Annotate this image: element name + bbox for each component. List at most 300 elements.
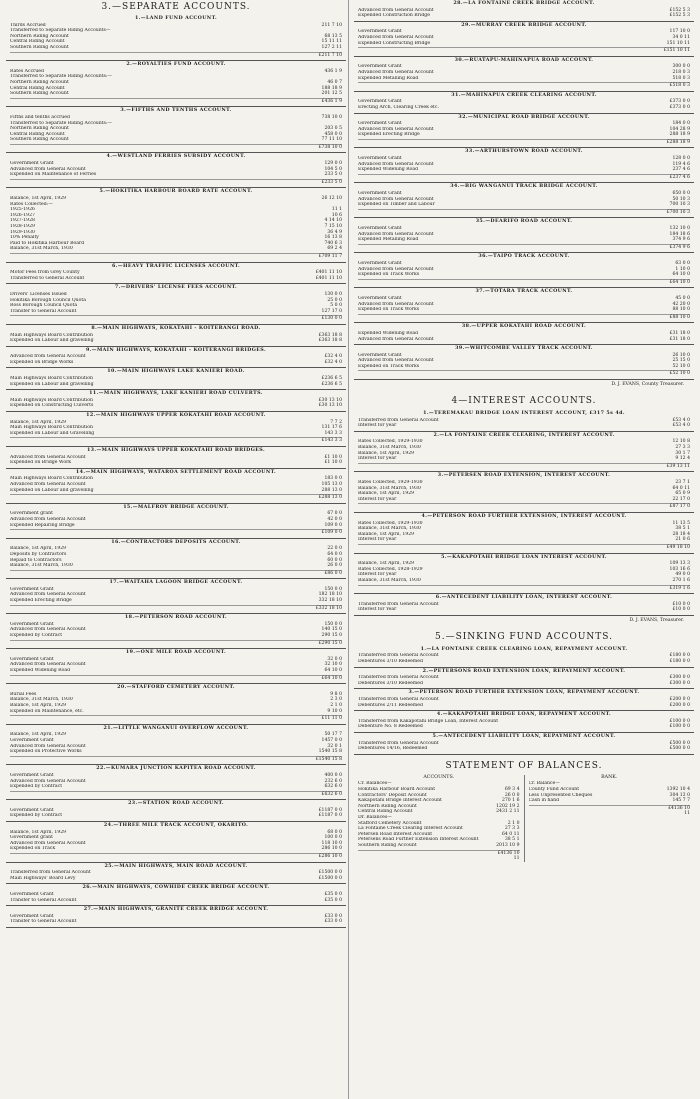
account-row [358,537,690,543]
account-row [358,76,690,82]
row-label: Transfer to General Account [10,308,77,314]
account-total [10,253,342,260]
row-label: Interest for year [358,537,397,543]
row-amount: 105 13 0 [321,481,342,487]
row-label: Expended by Contract [10,633,63,639]
row-label: Thirds Accrued [10,22,46,28]
row-label: Debentures 14/16, Redeemed [358,746,428,752]
balance-amount: 1202 19 2 [496,803,520,809]
account-total-amount: £151 10 11 [663,48,690,54]
account-row [10,598,342,604]
row-label: Balance, 1st April, 1929 [358,531,415,537]
account-row [358,237,690,243]
sinking-account-list [354,646,694,755]
account-row [10,563,342,569]
row-label: Government Grant [10,161,54,167]
row-label: Expended on Protective Works [10,749,82,755]
row-amount: £200 0 0 [669,697,690,703]
account-block [6,725,346,766]
account-row [10,338,342,344]
row-amount: 69 2 4 [327,246,342,252]
account-title: 21.—LITTLE WANGANUI OVERFLOW ACCOUNT. [103,724,249,731]
row-label: Expended Widening Road [358,330,419,336]
row-amount: £35 0 0 [324,892,342,897]
column-divider [348,0,349,1099]
account-title: 4.—KAKAPOTAHI BRIDGE LOAN, REPAYMENT ACCOUNT. [436,711,612,718]
account-total-amount: £319 1 6 [669,585,690,591]
row-amount: 150 0 0 [324,586,342,592]
row-amount: 374 9 6 [672,237,690,243]
row-amount: £1187 0 0 [318,813,342,819]
row-amount: £152 5 3 [669,7,690,13]
account-row [10,784,342,790]
account-row [358,681,690,687]
row-label: 1925-1926 [10,207,35,213]
row-label: Northern Riding Account [10,126,69,132]
account-block [354,668,694,690]
row-amount: 332 18 10 [318,598,342,604]
row-label: Erecting Arch, Clearing Creek etc. [358,104,439,110]
account-title: 25.—MAIN HIGHWAYS, MAIN ROAD ACCOUNT. [104,862,248,869]
account-block [6,469,346,504]
balance-label: Southern Riding Account [358,842,417,848]
row-label: Balance, 31st March, 1930 [10,697,73,703]
row-amount: 183 0 0 [324,476,342,482]
row-label: Expended Erecting Bridge [358,132,420,138]
account-title: 31.—MAHINAPUA CREEK CLEARING ACCOUNT. [451,91,597,98]
balance-label: Petersens Road Further Extension Interest Account [358,837,479,843]
row-amount: £10 0 0 [672,607,690,613]
account-row [10,172,342,178]
row-amount: 9 10 0 [327,708,342,714]
account-total [10,529,342,536]
account-title: 3.—PETERSON ROAD FURTHER EXTENSION LOAN, REPAYMENT ACCOUNT. [408,689,640,696]
account-block [6,539,346,580]
balance-label: Cr. Balances— [358,781,392,787]
row-amount: 68 13 5 [324,33,342,39]
row-amount: 109 13 3 [669,561,690,567]
account-title: 32.—MUNICIPAL ROAD BRIDGE ACCOUNT. [458,113,590,120]
row-amount: 127 2 11 [321,44,342,50]
row-amount: £300 0 0 [669,675,690,681]
row-label: Interest for year [358,456,397,462]
row-label: Balance, 31st March, 1930 [358,485,421,491]
row-amount: £32 4 0 [324,354,342,360]
row-amount: 28 18 4 [672,531,690,537]
balances-bank-heading: BANK. [601,774,618,780]
row-label: Balance, 1st April, 1929 [10,702,67,708]
account-total [358,47,690,54]
row-amount: 11 13 5 [672,520,690,526]
row-label: Balance, 31st March, 1930 [358,445,421,451]
row-amount: 25 15 0 [672,358,690,364]
balance-amount: 270 1 6 [501,798,520,804]
row-label: Government Grant [358,99,402,105]
account-total [10,179,342,186]
account-block [6,325,346,347]
account-row [10,523,342,529]
account-row [10,668,342,674]
row-label: Ross Borough Council Quota [10,303,78,309]
row-label: Government Grant [10,737,54,743]
row-label: Interest for Year [358,607,397,613]
row-label: Expended on Track Works [358,272,420,278]
row-amount: 26 0 0 [327,563,342,569]
account-row [10,246,342,252]
row-label: Government Grant [358,156,402,162]
row-label: Transfer to General Account [10,897,77,903]
row-label: Expended on Labour and Gravelling [10,430,95,436]
row-amount: 103 16 6 [669,566,690,572]
account-title: 5.—ANTECEDENT LIABILITY LOAN, REPAYMENT ACCOUNT. [432,733,616,739]
row-label: Government grant [10,835,53,841]
row-label: Rates Accrued [10,68,44,74]
row-label: Transferred from General Account [358,740,439,746]
account-total-amount: £52 10 0 [669,371,690,377]
balance-amount: 27 3 3 [504,826,520,832]
account-title: 18.—PETERSON ROAD ACCOUNT. [124,614,228,621]
row-label: Transferred from General Account [358,675,439,681]
row-amount: 64 0 0 [327,551,342,557]
row-label: Expended on Bridge Work [10,460,72,466]
account-title: 2.—LA FONTAINE CREEK CLEARING, INTEREST ACCOUNT. [433,431,615,438]
row-amount: 67 0 0 [327,511,342,517]
row-amount: £373 0 0 [669,104,690,110]
account-block [6,614,346,649]
row-label: Government Grant [358,191,402,197]
row-label: Rates Collected:— [10,201,53,207]
row-label: Advanced from General Account [10,840,86,846]
account-title: 6.—ANTECEDENT LIABILITY LOAN, INTEREST ACCOUNT. [435,594,613,601]
account-block [354,92,694,114]
account-block [6,884,346,906]
account-block [354,57,694,92]
section-heading-sinking: 5.—SINKING FUND ACCOUNTS. [435,631,613,642]
row-amount: 182 18 10 [318,592,342,598]
row-amount: £30 13 10 [318,397,342,403]
row-amount: £33 0 0 [324,919,342,925]
row-amount: 233 5 0 [324,172,342,178]
account-total [10,570,342,577]
account-total [10,494,342,501]
row-label: Interest for year [358,423,397,429]
account-title: 4.—WESTLAND FERRIES SUBSIDY ACCOUNT. [106,153,246,160]
row-label: Expended Construction Bridge [358,13,430,19]
account-row [358,746,690,752]
row-amount: 49 0 0 [675,572,690,578]
account-title: 5.—KAKAPOTAHI BRIDGE LOAN INTEREST ACCOUNT. [441,553,607,560]
row-amount: 1 10 0 [675,266,690,272]
account-row [358,364,690,370]
row-amount: 203 0 5 [324,126,342,132]
row-label: Debentures 3/10 Redeemed [358,659,423,665]
account-row [358,607,690,613]
account-row [358,307,690,313]
account-block [6,153,346,188]
account-title: 1.—LAND FUND ACCOUNT. [134,15,218,21]
account-total-amount: £286 10 0 [318,854,342,860]
row-label: Rates Collected, 1929-1930 [358,480,423,485]
left-column [6,0,346,928]
balance-amount: 145 7 7 [672,798,690,804]
row-label: Southern Riding Account [10,137,69,143]
row-label: Advanced from General Account [358,266,434,272]
account-row [10,749,342,755]
row-label: Expended on Labour and gravelling [10,381,94,387]
account-total [10,853,342,860]
row-amount: £31 18 0 [669,330,690,336]
row-amount: 50 17 7 [324,732,342,738]
row-amount: 128 0 0 [672,156,690,162]
row-amount: 300 0 0 [672,64,690,70]
row-label: Balance, 1st April, 1929 [10,732,67,738]
account-row [10,382,342,388]
account-block [354,323,694,345]
account-row [358,578,690,584]
account-title: 17.—WAITAHA LAGOON BRIDGE ACCOUNT. [109,579,243,586]
account-total-amount: £518 0 3 [669,83,690,89]
row-label: Government Grant [358,295,402,301]
row-amount: £401 11 10 [315,270,342,276]
row-label: Advanced from General Account [358,301,434,307]
row-label: Transferred to Separate Riding Accounts:— [10,74,113,80]
row-label: Advanced from General Account [10,516,86,522]
account-total-amount: £332 18 10 [315,605,342,611]
row-amount: 400 0 0 [324,772,342,778]
row-amount: 26 12 10 [321,196,342,202]
right-column [354,0,694,862]
account-total-amount: £290 15 0 [318,640,342,646]
row-amount: 131 17 6 [321,425,342,431]
account-total-amount: £86 0 0 [324,570,342,576]
row-label: Rates Collected, 1929-1930 [358,439,423,445]
row-amount: 15 11 11 [321,39,342,45]
account-block [354,183,694,218]
row-label: Hokitika Borough Council Quota [10,297,86,303]
row-amount: 9 8 0 [330,691,342,697]
row-label: Northern Riding Account [10,79,69,85]
row-label: Debentures 2/11 Redeemed [358,702,423,708]
account-total [10,98,342,105]
account-row [358,724,690,730]
balances-table [354,775,694,862]
row-label: Government Grant [10,621,54,627]
account-row [10,137,342,143]
account-row [10,403,342,409]
balance-amount: 64 0 11 [501,831,520,837]
row-amount: 45 0 0 [675,295,690,301]
balance-label: Central Riding Account [358,809,413,815]
row-amount: 60 0 0 [327,557,342,563]
account-title: 2.—PETERSONS ROAD EXTENSION LOAN, REPAYMENT ACCOUNT. [422,667,626,674]
row-amount: 132 10 0 [669,226,690,231]
account-title: 38.—UPPER KOKATAHI ROAD ACCOUNT. [461,323,587,330]
row-amount: 4 14 10 [324,218,342,224]
balance-label: Contractors' Deposit Account [358,792,427,798]
row-label: Expended on Bridge Works [10,359,74,365]
account-total-amount: £738 10 0 [318,144,342,150]
row-amount: 288 13 0 [321,487,342,493]
row-amount: £100 0 0 [669,718,690,724]
account-row [358,423,690,429]
balance-row [529,798,691,804]
row-label: Transferred to Separate Riding Accounts:— [10,120,113,126]
row-amount: 30 1 7 [675,450,690,456]
row-label: Repaid to Contractors [10,557,62,563]
account-total-amount: £436 1 9 [321,98,342,104]
account-title: 3.—FIFTHS AND TENTHS ACCOUNT. [120,107,232,114]
account-row [10,813,342,819]
account-total-amount: £64 10 0 [321,675,342,681]
row-amount: £30 13 10 [318,403,342,409]
account-total [358,463,690,470]
account-row [358,167,690,173]
row-amount: 65 0 9 [675,491,690,497]
treasurer-signature-2: D. J. EVANS, Treasurer. [629,617,684,623]
row-label: Balance, 1st April, 1929 [10,829,67,835]
account-block [6,368,346,390]
row-amount: 88 10 0 [672,307,690,313]
row-amount: 22 17 0 [672,496,690,502]
account-block [354,594,694,616]
account-total [358,370,690,377]
row-amount: 740 6 3 [324,240,342,246]
row-amount: 518 0 3 [672,75,690,81]
balance-label: Stafford Cemetery Account [358,820,422,826]
row-amount: 119 4 6 [672,161,690,167]
account-total-amount: £143 3 3 [321,438,342,444]
row-label: Expended on Maintenance, etc. [10,708,84,714]
account-total [10,52,342,59]
account-title: 3.—PETERSEN ROAD EXTENSION, INTEREST ACCOUNT. [437,472,611,479]
row-amount: 184 0 0 [672,121,690,127]
account-total-amount: £88 10 0 [669,314,690,320]
account-row [10,431,342,437]
row-amount: 2 1 0 [330,702,342,708]
row-amount: 270 1 6 [672,577,690,583]
account-block [354,689,694,711]
account-total-amount: £64 10 0 [669,279,690,285]
row-label: Expended by Contract [10,784,63,790]
row-amount: 143 3 3 [324,430,342,436]
section-heading-balances: STATEMENT OF BALANCES. [445,760,603,771]
row-label: Government Grant [10,656,54,662]
account-total [10,605,342,612]
row-label: Balance, 31st March, 1930 [358,577,421,583]
interest-account-list [354,410,694,616]
row-amount: £1 10 0 [324,454,342,460]
left-account-list [6,15,346,928]
account-title: 28.—LA FONTAINE CREEK BRIDGE ACCOUNT. [453,0,595,6]
row-label: Main Highways Board Contribution [10,376,93,382]
account-block [354,0,694,22]
row-amount: 150 0 0 [324,621,342,627]
row-label: Balance, 1st April, 1929 [358,561,415,567]
account-row [358,497,690,503]
account-title: 4.—PETERSON ROAD FURTHER EXTENSION, INTEREST ACCOUNT. [421,512,627,519]
row-label: Rates Collected, 1929-1930 [358,520,423,526]
row-label: Southern Riding Account [10,44,69,50]
row-amount: 232 6 0 [324,778,342,784]
row-amount: 650 0 0 [672,191,690,197]
account-total [358,585,690,592]
row-amount: 632 6 0 [324,784,342,790]
balance-amount: 38 5 1 [504,837,520,843]
account-title: 29.—MURRAY CREEK BRIDGE ACCOUNT. [461,21,587,28]
balances-bank [524,775,695,862]
row-label: Advanced from General Account [10,743,86,749]
row-amount: 218 0 3 [672,69,690,75]
account-row [10,709,342,715]
account-title: 13.—MAIN HIGHWAYS UPPER KOKATAHI ROAD BRIDGES. [86,447,266,453]
account-title: 37.—TOTARA TRACK ACCOUNT. [475,288,573,295]
row-amount: £1187 0 0 [318,807,342,813]
account-total-amount: £288 18 9 [666,139,690,145]
row-label: Advanced from General Account [10,454,86,460]
account-row [358,456,690,462]
account-total-amount: £1540 15 8 [315,756,342,762]
row-label: Expended Widening Road [358,167,419,173]
row-amount: £100 0 0 [669,724,690,730]
row-label: Advanced from General Account [358,358,434,364]
account-total-amount: £709 11 7 [318,253,342,259]
row-label: Advanced from General Account [358,7,434,13]
account-total [358,209,690,216]
account-total [358,544,690,551]
row-amount: £35 0 0 [324,897,342,903]
row-label: Expended Widening Road [10,668,71,673]
row-label: Expended on Labour and gravelling [10,487,94,493]
row-amount: 46 0 7 [327,79,342,85]
row-label: Transferred from General Account [358,601,439,607]
row-amount: 458 0 0 [324,131,342,137]
row-label: Expended on Labour and gravelling [10,338,94,344]
account-total [10,791,342,798]
account-title: 6.—HEAVY TRAFFIC LICENSES ACCOUNT. [111,262,241,269]
account-block [354,432,694,473]
account-block [6,863,346,885]
account-total [358,139,690,146]
row-amount: 201 12 5 [321,91,342,97]
row-label: 1927-1928 [10,218,35,224]
account-block [6,765,346,800]
account-title: 10.—MAIN HIGHWAYS LAKE KANIERI ROAD. [107,368,245,375]
balances-accounts-total: £4136 10 11 [358,850,520,862]
account-total-amount: £11 11 0 [321,716,342,722]
balance-label: Hokitika Harbour Board Account [358,786,436,792]
account-title: 26.—MAIN HIGHWAYS, COWHIDE CREEK BRIDGE ACCOUNT. [82,884,270,891]
row-amount: 211 7 10 [321,22,342,28]
account-title: 5.—HOKITIKA HARBOUR BOARD RATE ACCOUNT. [99,188,253,195]
row-amount: 21 0 6 [675,537,690,543]
row-label: Advanced from General Account [358,34,434,40]
account-block [6,347,346,369]
row-amount: 77 11 10 [321,137,342,143]
account-row [10,919,342,925]
row-amount: £200 0 0 [669,702,690,708]
account-row [358,105,690,111]
account-total-amount: £374 9 6 [669,244,690,250]
account-block [354,345,694,380]
row-amount: £363 18 8 [318,338,342,344]
row-label: Advanced from General Account [358,336,434,342]
account-block [6,107,346,153]
row-label: Government Grant [358,352,402,358]
balance-label: Cr. Balance— [528,781,560,787]
row-amount: 16 13 8 [324,235,342,241]
balance-amount: 26 0 0 [504,792,520,798]
account-block [6,284,346,325]
